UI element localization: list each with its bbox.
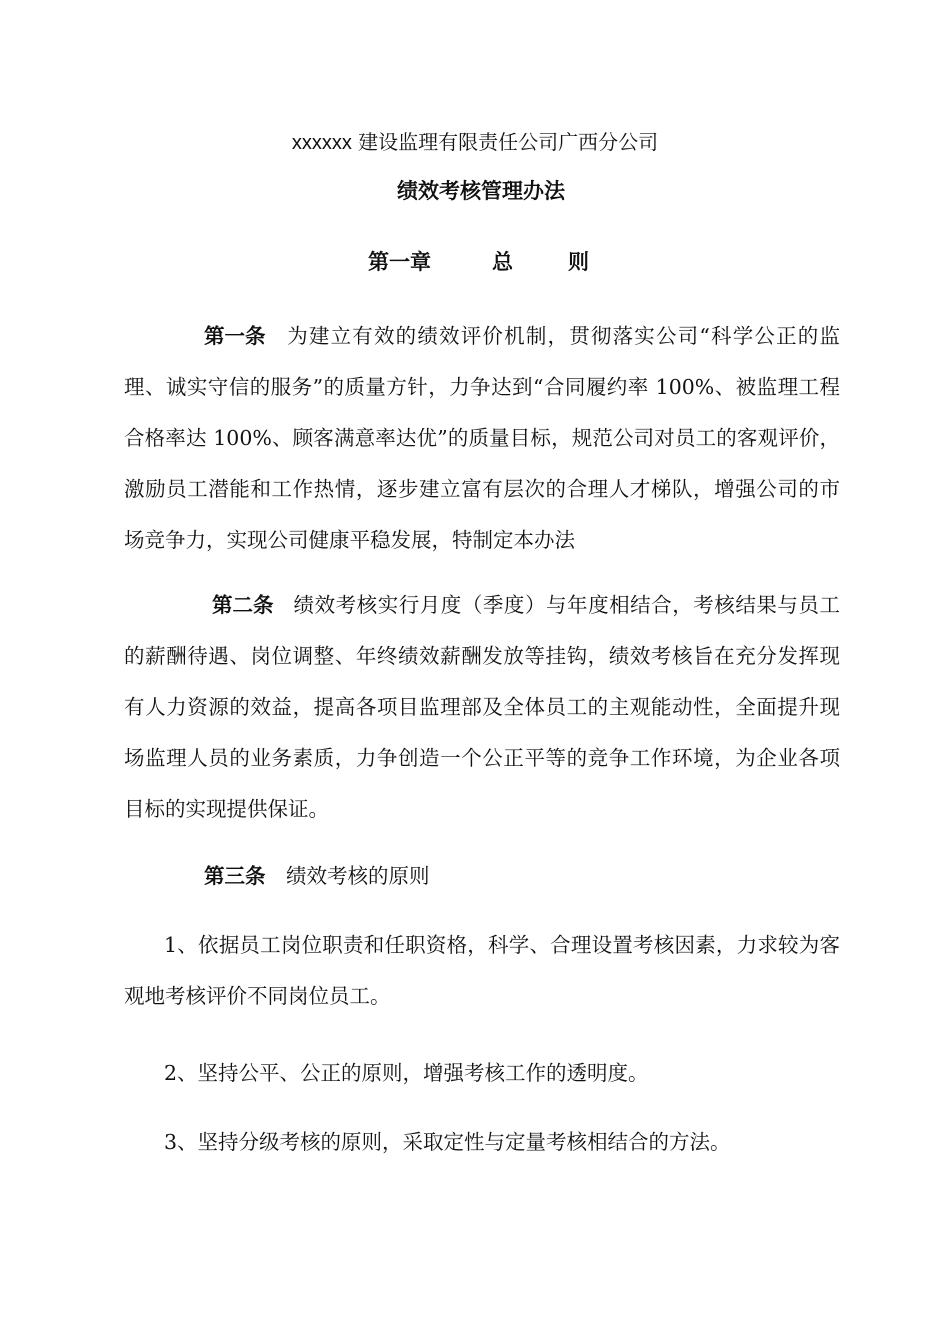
chapter-name-part2: 则 <box>568 250 589 274</box>
article-3 <box>124 851 840 902</box>
article-2 <box>124 580 840 835</box>
article-1-label: 第一条 <box>204 324 266 348</box>
chapter-number: 第一章 <box>368 250 431 274</box>
article-2-text: 绩效考核实行月度（季度）与年度相结合，考核结果与员工的薪酬待遇、岗位调整、年终绩效薪酬发放等挂钩，绩效考核旨在充分发挥现有人力资源的效益，提高各项目监理部及全体员工的主观能动性，全面提升现场监理人员的业务素质，力争创造一个公正平等的竞争工作环境，为企业各项目标的实现提供保证。 <box>124 593 840 821</box>
document-title: 绩效考核管理办法 <box>397 179 565 203</box>
principle-3: 3、坚持分级考核的原则，采取定性与定量考核相结合的方法。 <box>164 1130 731 1154</box>
company-name-text: 建设监理有限责任公司广西分公司 <box>358 130 659 154</box>
principle-2: 2、坚持公平、公正的原则，增强考核工作的透明度。 <box>164 1061 649 1085</box>
chapter-name-part1: 总 <box>492 250 513 274</box>
chapter-heading <box>368 247 589 277</box>
article-3-label: 第三条 <box>204 864 266 888</box>
principle-1: 1、依据员工岗位职责和任职资格，科学、合理设置考核因素，力求较为客观地考核评价不同岗位员工。 <box>124 933 840 1008</box>
company-prefix: xxxxxx <box>291 132 352 154</box>
article-1-text: 为建立有效的绩效评价机制，贯彻落实公司“科学公正的监理、诚实守信的服务”的质量方针，力争达到“合同履约率 100%、被监理工程合格率达 100%、顾客满意率达优”的质量目标，规范公司对员工的客观评价，激励员工潜能和工作热情，逐步建立富有层次的合理人才梯队，增强公司的市场竞争力，实现公司健康平稳发展，特制定本办法 <box>124 324 840 552</box>
company-name <box>0 128 950 157</box>
article-1 <box>124 311 840 566</box>
article-3-text: 绩效考核的原则 <box>286 864 430 888</box>
article-2-label: 第二条 <box>212 593 274 617</box>
